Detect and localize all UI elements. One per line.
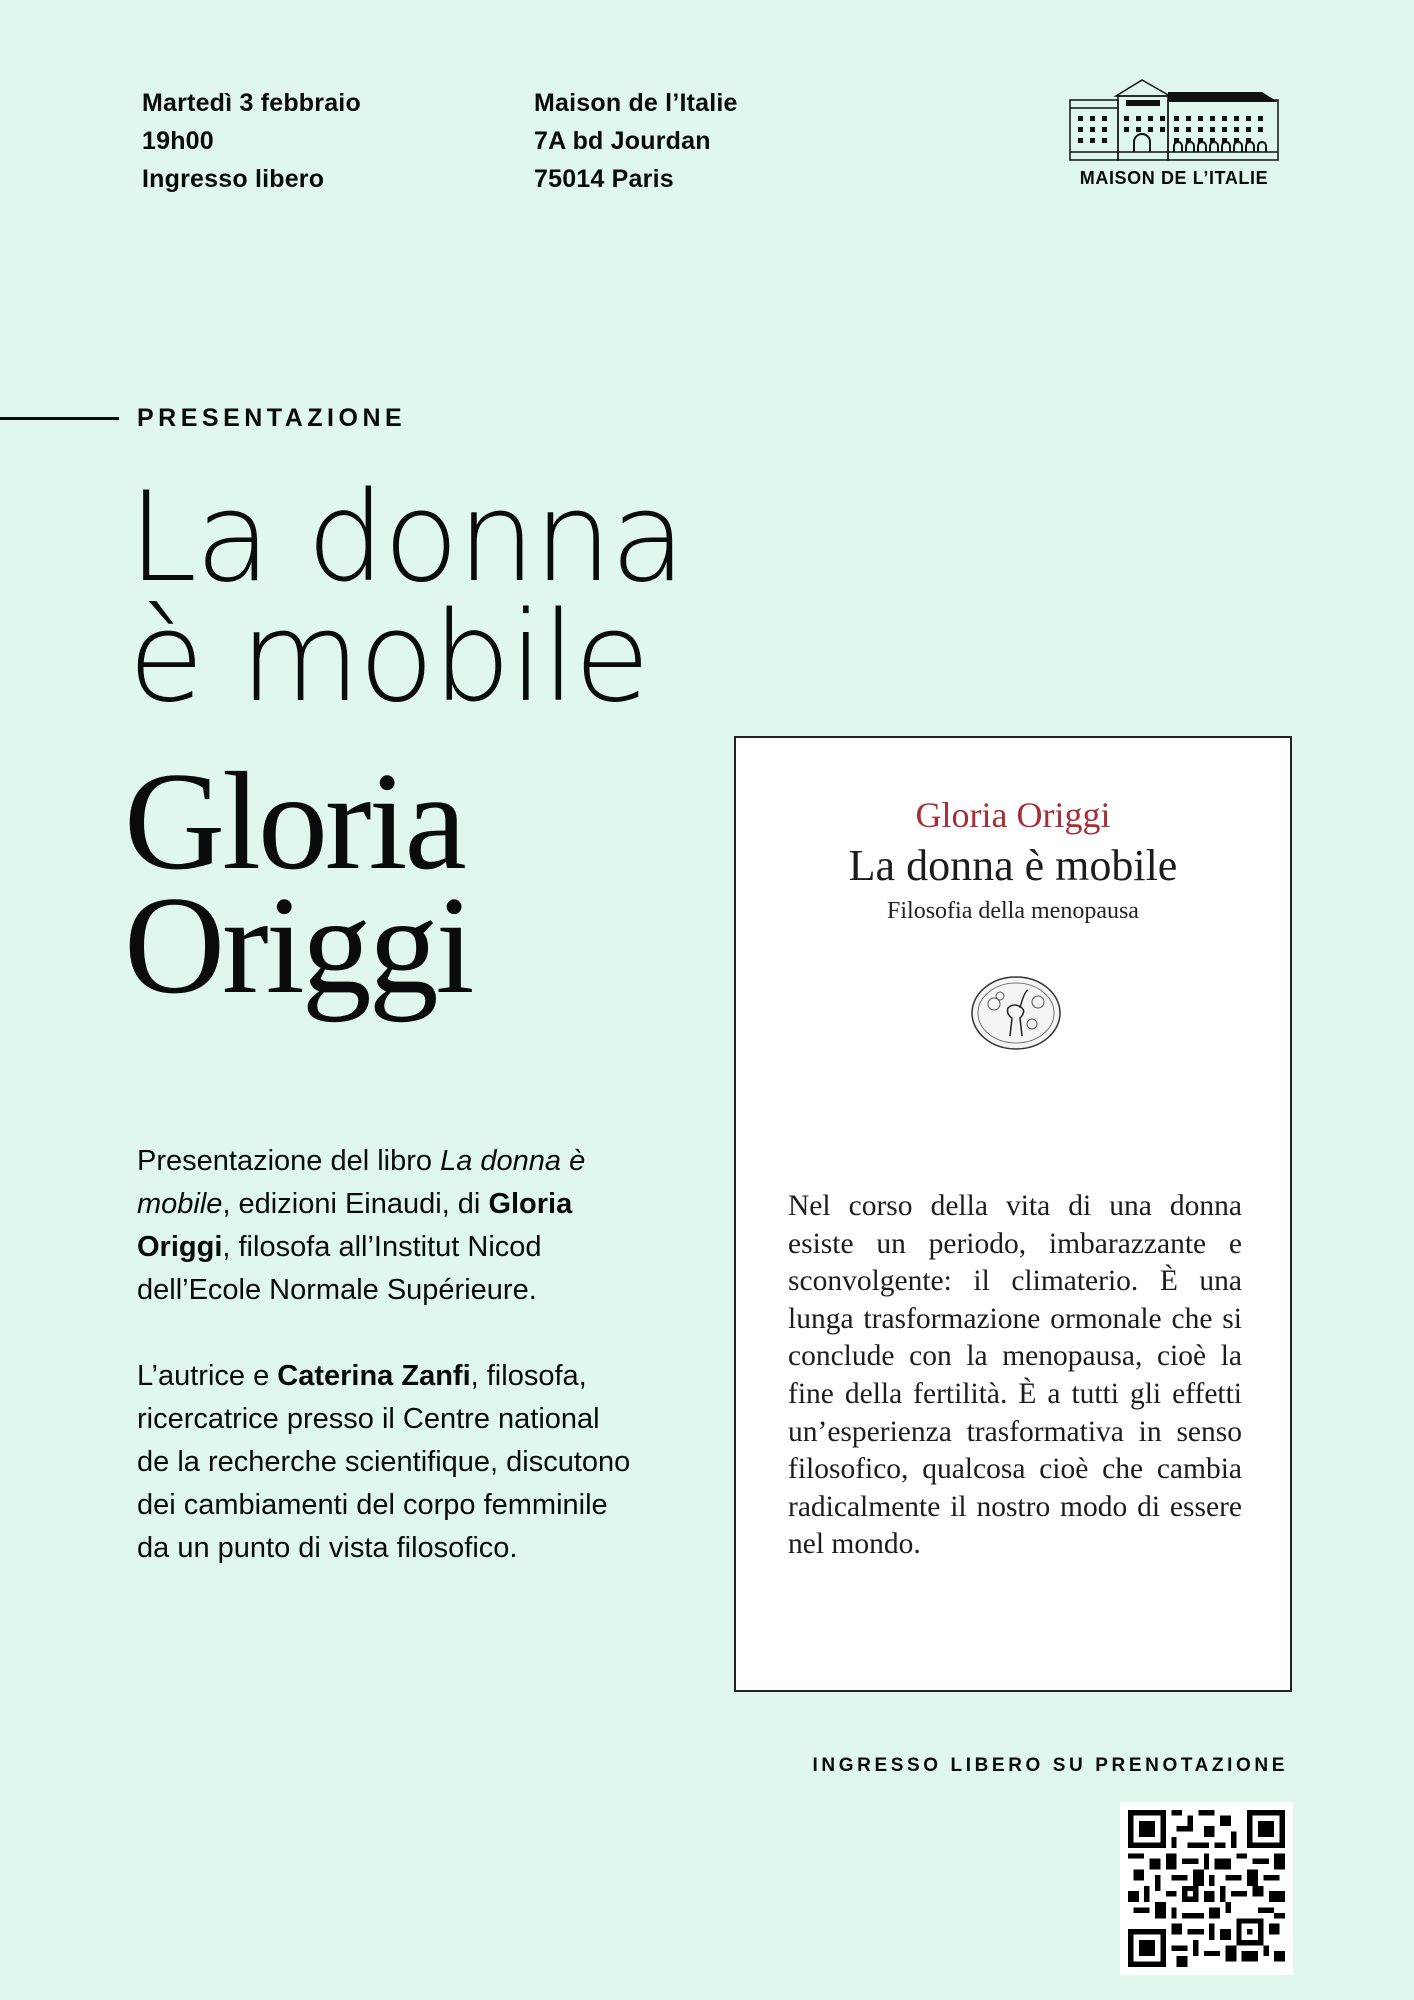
- event-date: Martedì 3 febbraio: [142, 89, 361, 117]
- reservation-label: INGRESSO LIBERO SU PRENOTAZIONE: [812, 1755, 1288, 1776]
- venue-street: 7A bd Jourdan: [534, 127, 711, 155]
- title-line-2: è mobile: [128, 586, 649, 730]
- text: , filosofa, ricercatrice presso il Centre national de la recherche scientifique, discutono dei cambiamenti del corpo femminile da un punto di vista filosofico.: [137, 1360, 631, 1564]
- author-name: [124, 744, 472, 1023]
- description-paragraph-1: [137, 1140, 637, 1312]
- description-paragraph-2: [137, 1355, 637, 1570]
- book-author: Gloria Origgi: [915, 795, 1111, 835]
- book-blurb: Nel corso della vita di una donna esiste un periodo, imbarazzante e sconvolgente: il climaterio. È una lunga trasformazione ormonale che si conclude con la menopausa, cioè la fine della fertilità. È a tutti gli effetti un’esperienza trasformativa in senso filosofico, qualcosa cioè che cambia radicalmente il nostro modo di essere nel mondo.: [788, 1190, 1242, 1561]
- einaudi-ostrich-emblem-icon: [970, 974, 1062, 1052]
- venue-city: 75014 Paris: [534, 165, 674, 193]
- qr-code-icon: [1128, 1810, 1285, 1967]
- text: Presentazione del libro: [137, 1145, 441, 1177]
- section-divider: [0, 417, 119, 420]
- book-title: La donna è mobile: [848, 841, 1178, 890]
- guest-bold: Caterina Zanfi: [277, 1360, 471, 1392]
- event-time: 19h00: [142, 127, 214, 155]
- text: , edizioni Einaudi, di: [222, 1188, 489, 1220]
- book-title-italic: La donna è mobile: [137, 1145, 586, 1220]
- logo-text: MAISON DE L’ITALIE: [1079, 168, 1269, 188]
- event-description: [137, 1140, 637, 1570]
- maison-logo: [1064, 70, 1284, 189]
- title-line-1: La donna: [128, 466, 685, 610]
- venue-name: Maison de l’Italie: [534, 89, 738, 117]
- book-cover: [734, 736, 1292, 1692]
- author-bold: Gloria Origgi: [137, 1188, 573, 1263]
- section-label: PRESENTAZIONE: [137, 404, 407, 432]
- event-admission: Ingresso libero: [142, 165, 325, 193]
- event-title: [128, 466, 685, 730]
- event-info: [142, 84, 361, 198]
- text: , filosofa all’Institut Nicod dell’Ecole Normale Supérieure.: [137, 1231, 542, 1306]
- book-subtitle: Filosofia della menopausa: [887, 898, 1139, 924]
- building-icon: [1064, 70, 1284, 164]
- author-line-2: Origgi: [124, 868, 472, 1023]
- author-line-1: Gloria: [124, 744, 464, 899]
- venue-info: [534, 84, 738, 198]
- qr-code[interactable]: [1120, 1802, 1293, 1975]
- text: L’autrice e: [137, 1360, 278, 1392]
